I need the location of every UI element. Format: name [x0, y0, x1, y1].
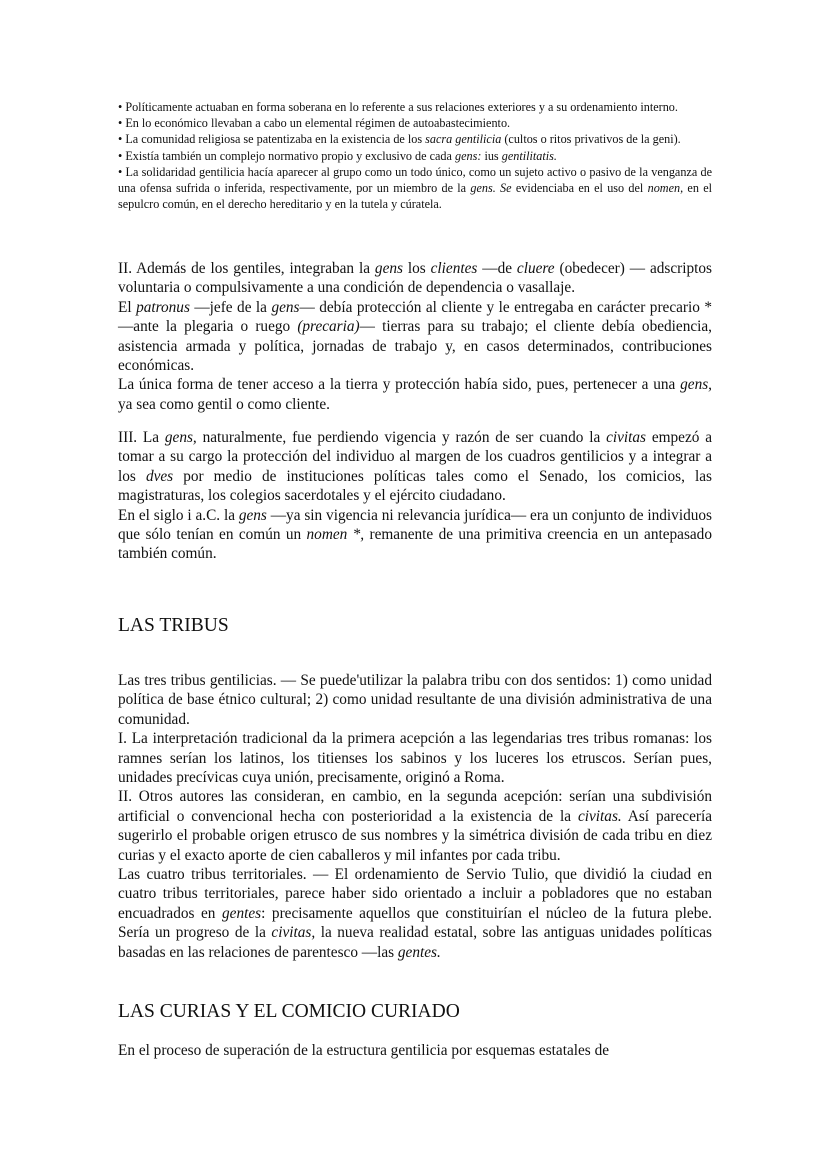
section-curias — [118, 1041, 712, 1060]
italic-term: gens, — [680, 376, 712, 394]
text-run: I. La interpretación tradicional da la primera acepción a las legendarias tres tribus romanas: los ramnes serían los latinos, los titienses los sabinos y los luceres los etruscos. Serían pues, unidades precívicas cuya unión, precisamente, originó a Roma. — [118, 730, 712, 787]
text-run: • Políticamente actuaban en forma soberana en lo referente a sus relaciones exteriores y a su ordenamiento interno. — [118, 100, 678, 114]
text-run: la nueva realidad estatal, sobre las antiguas unidades políticas basadas en las relaciones de parentesco —las — [118, 924, 712, 961]
paragraph — [118, 506, 712, 564]
section-III — [118, 428, 712, 564]
italic-term: patronus — [136, 298, 190, 316]
text-run: Las cuatro tribus territoriales. — El ordenamiento de Servio Tulio, que dividió la ciudad en cuatro tribus territoriales, parece haber sido orientado a incluir a pobladores que no estaban encuadrados en — [118, 866, 712, 922]
paragraph — [118, 428, 712, 506]
paragraph — [118, 729, 712, 787]
italic-term: gens, — [164, 429, 197, 446]
text-run: —jefe de la — [189, 298, 272, 316]
text-run: en el sepulcro común, en el derecho hereditario y en la tutela y cúratela. — [118, 181, 713, 212]
text-run: evidenciaba en el uso del — [511, 181, 648, 196]
text-run: El — [118, 298, 137, 316]
paragraph — [118, 298, 712, 376]
text-run: — debía protección al cliente y le entregaba en carácter precario * —ante la plegaria o ruego — [118, 298, 713, 336]
text-run: — tierras para su trabajo; el cliente debía obediencia, asistencia armada y política, jornadas de trabajo y, en casos determinados, contribuciones económicas. — [118, 318, 713, 375]
italic-term: clientes — [430, 260, 478, 277]
paragraph — [118, 787, 712, 865]
bullet-item — [118, 99, 712, 115]
italic-term: gentes. — [397, 943, 441, 961]
text-run: III. La — [118, 429, 165, 446]
text-run: —de — [477, 260, 517, 277]
text-run: Así parecería sugerirlo el probable origen etrusco de sus nombres y la simétrica división de cada tribu en diez curias y el exacto aporte de cien caballeros y mil infantes por cada tribu. — [118, 807, 712, 864]
text-run: empezó a tomar a su cargo la protección del individuo al margen de los cuadros gentilicios y a integrar a los — [118, 429, 712, 485]
paragraph — [118, 375, 712, 414]
text-run: II. Además de los gentiles, integraban la — [118, 260, 375, 277]
heading-las-tribus: LAS TRIBUS — [118, 615, 229, 636]
text-run: naturalmente, fue perdiendo vigencia y razón de ser cuando la — [196, 429, 607, 446]
text-run: • La comunidad religiosa se patentizaba en la existencia de los — [118, 132, 426, 147]
italic-term: gens — [374, 260, 403, 277]
bullet-item — [118, 164, 712, 213]
text-run: En el siglo i a.C. la — [118, 506, 239, 524]
paragraph — [118, 1041, 712, 1060]
italic-term: gens. Se — [470, 181, 512, 196]
italic-term: gentilitatis. — [501, 148, 557, 163]
section-tribus — [118, 671, 712, 962]
paragraph — [118, 259, 712, 298]
text-run: —ya sin vigencia ni relevancia jurídica— era un conjunto de individuos que sólo tenían en común un — [118, 506, 712, 544]
italic-term: gens — [271, 298, 300, 316]
text-run: ya sea como gentil o como cliente. — [118, 395, 330, 413]
text-run: Las tres tribus gentilicias. — Se puede'utilizar la palabra tribu con dos sentidos: 1) como unidad política de base étnico cultural; 2) como unidad resultante de una división administrativa de una comunidad. — [118, 672, 712, 728]
text-run: • Existía también un complejo normativo propio y exclusivo de cada — [118, 148, 455, 163]
text-run: • La solidaridad gentilicia hacía aparecer al grupo como un todo único, como un sujeto activo o pasivo de la venganza de una ofensa sufrida o inferida, respectivamente, por un miembro de la — [118, 164, 712, 196]
text-run: por medio de instituciones políticas tales como el Senado, los comicios, las magistraturas, los colegios sacerdotales y el ejército ciudadano. — [118, 467, 713, 505]
bullet-item — [118, 148, 712, 164]
italic-term: gens — [238, 506, 267, 524]
italic-term: (precaria) — [297, 318, 360, 336]
text-run: los — [402, 260, 431, 277]
text-run: La única forma de tener acceso a la tierra y protección había sido, pues, pertenecer a una — [118, 376, 681, 394]
text-run: En el proceso de superación de la estructura gentilicia por esquemas estatales de — [118, 1042, 610, 1059]
text-run: ius — [484, 148, 502, 163]
paragraph — [118, 671, 712, 729]
italic-term: dves — [145, 467, 174, 485]
section-II — [118, 259, 712, 414]
italic-term: sacra gentilicia — [425, 132, 502, 147]
italic-term: nomen, — [647, 181, 684, 196]
heading-las-curias: LAS CURIAS Y EL COMICIO CURIADO — [118, 1001, 460, 1022]
text-run: (cultos o ritos privativos de la geni). — [501, 132, 681, 147]
italic-term: civitas, — [271, 924, 316, 942]
paragraph — [118, 865, 712, 962]
text-run: (obedecer) — adscriptos voluntaria o compulsivamente a una condición de dependencia o vasallaje. — [118, 260, 712, 297]
italic-term: civitas — [606, 429, 646, 446]
italic-term: gens: — [454, 148, 485, 163]
italic-term: nomen *, — [306, 526, 365, 544]
text-run: II. Otros autores las consideran, en cambio, en la segunda acepción: serían una subdivisión artificial o convencional hecha con posterioridad a la existencia de la — [118, 788, 712, 825]
italic-term: civitas. — [577, 807, 622, 825]
italic-term: cluere — [516, 260, 555, 277]
bullet-item — [118, 115, 712, 131]
italic-term: gentes — [222, 904, 262, 922]
text-run: remanente de una primitiva creencia en un antepasado también común. — [118, 526, 712, 563]
text-run: • En lo económico llevaban a cabo un elemental régimen de autoabastecimiento. — [118, 116, 511, 131]
text-run: : precisamente aquellos que constituirían el núcleo de la futura plebe. Sería un progreso de la — [118, 904, 712, 942]
bullet-item — [118, 131, 712, 147]
bullet-list — [118, 99, 712, 212]
